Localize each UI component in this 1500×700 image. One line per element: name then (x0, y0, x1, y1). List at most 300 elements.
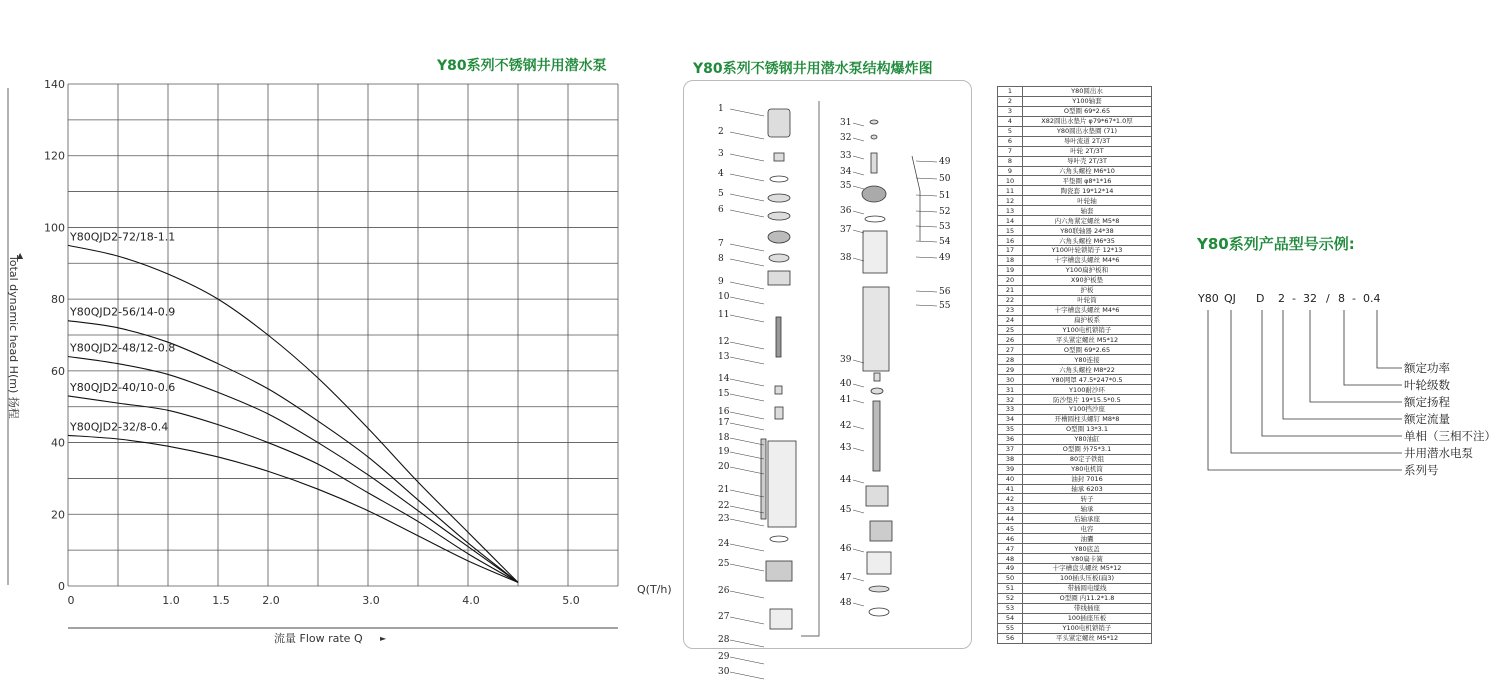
diagram-number: 50 (939, 174, 951, 184)
diagram-number: 11 (718, 310, 730, 320)
chart-grid (68, 84, 618, 586)
part-coupling-shape (775, 386, 782, 394)
model-code-part: Y80 (1198, 292, 1219, 305)
parts-row (998, 305, 1152, 315)
part-number: 2 (998, 96, 1023, 106)
part-number: 35 (998, 424, 1023, 434)
leader-line (730, 564, 764, 571)
leader-line (853, 156, 864, 159)
part-number: 39 (998, 464, 1023, 474)
part-inlet-shape (766, 561, 792, 581)
parts-row (998, 216, 1152, 226)
part-name: Y80油缸 (1023, 434, 1152, 444)
leader-line (730, 194, 764, 201)
x-tick-label: 3.0 (362, 594, 380, 607)
diagram-number: 24 (718, 539, 730, 549)
parts-table (997, 86, 1152, 644)
model-description: 系列号 (1404, 463, 1439, 477)
part-number: 43 (998, 504, 1023, 514)
parts-row (998, 156, 1152, 166)
diagram-number: 48 (840, 598, 852, 608)
leader-line (853, 186, 864, 189)
model-description: 单相（三相不注） (1404, 429, 1496, 443)
leader-line (853, 448, 864, 451)
diagram-number: 43 (840, 443, 852, 453)
part-number: 37 (998, 444, 1023, 454)
diagram-number: 40 (840, 379, 852, 389)
leader-line (730, 154, 764, 161)
parts-row (998, 464, 1152, 474)
part-name: Y100轴套 (1023, 96, 1152, 106)
part-name: 带插圆电缆线 (1023, 583, 1152, 593)
model-code-part: D (1256, 292, 1265, 305)
part-name: 十字槽盘头螺丝 M5*12 (1023, 564, 1152, 574)
diagram-number: 2 (718, 127, 724, 137)
part-number: 32 (998, 395, 1023, 405)
leader-line (730, 519, 764, 526)
parts-row (998, 325, 1152, 335)
part-name: X90护板垫 (1023, 275, 1152, 285)
part-bearing-seat-shape (866, 486, 888, 506)
diagram-number: 13 (718, 352, 730, 362)
part-number: 53 (998, 603, 1023, 613)
part-number: 13 (998, 206, 1023, 216)
parts-row (998, 554, 1152, 564)
part-number: 25 (998, 325, 1023, 335)
part-stator-shape (863, 231, 887, 273)
parts-row (998, 623, 1152, 633)
part-number: 50 (998, 573, 1023, 583)
part-name: 内六角紧定螺丝 M5*8 (1023, 216, 1152, 226)
part-number: 22 (998, 295, 1023, 305)
part-number: 55 (998, 623, 1023, 633)
leader-line (730, 259, 764, 266)
part-name: 十字槽盘头螺丝 M4*6 (1023, 255, 1152, 265)
parts-row (998, 265, 1152, 275)
diagram-number: 56 (939, 287, 951, 297)
part-oring-shape (770, 176, 788, 182)
leader-line (853, 258, 864, 261)
y-tick-label: 40 (51, 436, 65, 450)
part-number: 1 (998, 87, 1023, 97)
model-code-part: 8 (1338, 292, 1345, 305)
leader-line (730, 357, 764, 364)
diagram-number: 44 (840, 475, 852, 485)
leader-line (730, 423, 764, 430)
model-description: 额定流量 (1404, 412, 1450, 426)
part-number: 21 (998, 285, 1023, 295)
leader-line (916, 241, 937, 242)
y-tick-label: 20 (51, 508, 65, 522)
parts-row (998, 504, 1152, 514)
part-name: Y100挡沙座 (1023, 405, 1152, 415)
diagram-number: 52 (939, 207, 951, 217)
part-name: 护板 (1023, 285, 1152, 295)
parts-row (998, 494, 1152, 504)
series-line (68, 435, 518, 582)
leader-line (916, 161, 937, 162)
leader-line (730, 490, 764, 497)
leader-line (853, 360, 864, 363)
leader-line (853, 230, 864, 233)
diagram-number: 1 (718, 104, 724, 114)
diagram-number: 46 (840, 544, 852, 554)
parts-row (998, 295, 1152, 305)
part-name: Y80网罩 47.5*247*0.5 (1023, 375, 1152, 385)
diagram-number: 17 (718, 418, 730, 428)
model-code-part: - (1292, 292, 1296, 305)
parts-row (998, 395, 1152, 405)
model-code-part: / (1326, 292, 1330, 305)
diagram-numbers-right (840, 118, 864, 608)
parts-row (998, 96, 1152, 106)
part-name: 轴套 (1023, 206, 1152, 216)
part-oil-seal-shape (874, 373, 880, 381)
x-tick-label: 4.0 (462, 594, 480, 607)
diagram-number: 37 (840, 225, 852, 235)
series-label: Y80QJD2-48/12-0.8 (70, 341, 176, 355)
diagram-number: 20 (718, 462, 730, 472)
diagram-number: 27 (718, 612, 730, 622)
diagram-number: 16 (718, 407, 730, 417)
diagram-number: 33 (840, 151, 852, 161)
parts-row (998, 583, 1152, 593)
leader-line (730, 544, 764, 551)
part-number: 26 (998, 335, 1023, 345)
parts-row (998, 544, 1152, 554)
part-name: O型圈 69*2.65 (1023, 106, 1152, 116)
parts-row (998, 335, 1152, 345)
parts-row (998, 345, 1152, 355)
leader-line (853, 138, 864, 141)
parts-row (998, 116, 1152, 126)
parts-row (998, 613, 1152, 623)
diagram-number: 3 (718, 149, 724, 159)
part-name: 平头紧定螺丝 M5*12 (1023, 633, 1152, 643)
part-name: Y100电机锁销子 (1023, 623, 1152, 633)
part-number: 48 (998, 554, 1023, 564)
part-impeller-shape (768, 231, 790, 243)
part-name: 轴承 6203 (1023, 484, 1152, 494)
part-name: 六角头螺栓 M8*22 (1023, 365, 1152, 375)
part-name: 平头紧定螺丝 M5*12 (1023, 335, 1152, 345)
leader-line (730, 244, 764, 251)
part-number: 15 (998, 226, 1023, 236)
parts-row (998, 106, 1152, 116)
y-tick-label: 100 (44, 221, 65, 235)
diagram-number: 34 (840, 167, 852, 177)
leader-line (730, 617, 764, 624)
parts-row (998, 375, 1152, 385)
diagram-number: 55 (939, 301, 951, 311)
diagram-number: 53 (939, 222, 951, 232)
diagram-number: 28 (718, 635, 730, 645)
part-number: 40 (998, 474, 1023, 484)
diagram-numbers-left (718, 104, 764, 679)
part-name: 转子 (1023, 494, 1152, 504)
parts-row (998, 196, 1152, 206)
part-motor-tube-shape (863, 287, 889, 371)
y-arrow-icon: ▲ (17, 251, 24, 260)
part-number: 52 (998, 593, 1023, 603)
series-label: Y80QJD2-72/18-1.1 (70, 230, 176, 244)
model-leader-line (1344, 310, 1402, 385)
part-number: 17 (998, 246, 1023, 256)
model-description: 额定扬程 (1404, 395, 1450, 409)
leader-line (853, 480, 864, 483)
leader-line (730, 452, 764, 459)
leader-line (730, 342, 764, 349)
part-circlip-shape (869, 608, 889, 616)
part-name: Y100电机锁销子 (1023, 325, 1152, 335)
part-number: 9 (998, 166, 1023, 176)
y-tick-label: 0 (58, 580, 65, 593)
leader-line (730, 379, 764, 386)
part-number: 12 (998, 196, 1023, 206)
diagram-number: 15 (718, 389, 730, 399)
part-number: 3 (998, 106, 1023, 116)
diagram-number: 8 (718, 254, 724, 264)
part-name: 平垫圈 φ8*1*16 (1023, 176, 1152, 186)
part-number: 46 (998, 534, 1023, 544)
diagram-number: 35 (840, 181, 852, 191)
parts-row (998, 534, 1152, 544)
chart-curves (68, 245, 518, 582)
part-oring3-shape (865, 216, 885, 222)
diagram-number: 14 (718, 374, 730, 384)
x-tick-label: 0 (67, 594, 75, 607)
x-unit-label: Q(T/h) (637, 583, 672, 596)
leader-line (853, 603, 864, 606)
diagram-number: 9 (718, 277, 724, 287)
part-name: 轴承 (1023, 504, 1152, 514)
diagram-number: 29 (718, 652, 730, 662)
parts-row (998, 633, 1152, 643)
y-tick-label: 140 (44, 78, 65, 91)
diagram-number: 6 (718, 205, 724, 215)
series-line (68, 245, 518, 582)
part-number: 8 (998, 156, 1023, 166)
leader-line (730, 506, 764, 513)
x-arrow-icon: ► (380, 634, 387, 643)
diagram-title: Y80系列不锈钢井用潜水泵结构爆炸图 (693, 61, 933, 77)
diagram-number: 18 (718, 433, 730, 443)
leader-line (916, 195, 937, 196)
diagram-number: 26 (718, 586, 730, 596)
part-sand-ring-shape (870, 120, 878, 124)
chart-series-labels (69, 230, 175, 433)
x-tick-label: 1.5 (212, 594, 230, 607)
parts-row (998, 474, 1152, 484)
leader-line (853, 123, 864, 126)
leader-line (853, 211, 864, 214)
parts-row (998, 434, 1152, 444)
part-name: Y80连接 (1023, 355, 1152, 365)
part-name: 扁护板系 (1023, 315, 1152, 325)
part-name: X82圆出水垫片 φ79*67*1.0厚 (1023, 116, 1152, 126)
part-number: 47 (998, 544, 1023, 554)
x-tick-label: 5.0 (562, 594, 580, 607)
part-number: 11 (998, 186, 1023, 196)
model-leader-line (1283, 310, 1402, 419)
model-description: 叶轮级数 (1404, 378, 1450, 392)
model-leader-line (1208, 310, 1402, 470)
part-name: O型圈 13*3.1 (1023, 424, 1152, 434)
parts-row (998, 186, 1152, 196)
part-name: 导叶壳 2T/3T (1023, 156, 1152, 166)
part-number: 41 (998, 484, 1023, 494)
part-number: 18 (998, 255, 1023, 265)
leader-line (916, 257, 937, 258)
leader-line (730, 174, 764, 181)
part-name: 开槽圆柱头螺钉 M8*8 (1023, 414, 1152, 424)
part-number: 45 (998, 524, 1023, 534)
leader-line (916, 305, 937, 306)
parts-row (998, 424, 1152, 434)
leader-line (853, 510, 864, 513)
diagram-number: 32 (840, 133, 852, 143)
part-outlet-shape (768, 109, 790, 137)
assembly-line (801, 101, 819, 636)
leader-line (730, 210, 764, 217)
diagram-number: 21 (718, 485, 730, 495)
leader-line (853, 426, 864, 429)
part-washer-shape (768, 212, 790, 220)
parts-row (998, 285, 1152, 295)
x-axis-label: 流量 Flow rate Q (274, 632, 363, 645)
parts-row (998, 564, 1152, 574)
x-tick-label: 2.0 (262, 594, 280, 607)
part-number: 33 (998, 405, 1023, 415)
part-rotor-shape (873, 401, 880, 471)
part-number: 20 (998, 275, 1023, 285)
model-code-part: - (1352, 292, 1356, 305)
part-diffuser-shape (768, 271, 790, 285)
leader-line (730, 672, 764, 679)
leader-line (916, 211, 937, 212)
part-name: 100插座压板 (1023, 613, 1152, 623)
part-name: 六角头螺栓 M6*10 (1023, 166, 1152, 176)
part-number: 42 (998, 494, 1023, 504)
part-number: 44 (998, 514, 1023, 524)
leader-line (730, 657, 764, 664)
part-oil-tank-shape (862, 186, 886, 202)
leader-line (730, 297, 764, 304)
part-impeller2-shape (769, 254, 789, 262)
model-leader-lines (1195, 300, 1415, 480)
leader-line (853, 549, 864, 552)
parts-row (998, 126, 1152, 136)
leader-line (730, 438, 764, 445)
leader-line (853, 384, 864, 387)
diagram-number: 49 (939, 253, 951, 263)
diagram-number: 39 (840, 355, 852, 365)
part-shaft-shape (776, 317, 781, 357)
parts-row (998, 484, 1152, 494)
leader-line (853, 172, 864, 175)
diagram-number: 10 (718, 292, 730, 302)
part-screen-shape (770, 609, 792, 629)
part-number: 23 (998, 305, 1023, 315)
part-bottom-cover-shape (869, 586, 889, 592)
diagram-number: 31 (840, 118, 852, 128)
y-tick-label: 60 (51, 364, 65, 378)
leader-line (916, 178, 937, 179)
part-number: 49 (998, 564, 1023, 574)
part-name: O型圈 69*2.65 (1023, 345, 1152, 355)
leader-line (853, 578, 864, 581)
parts-row (998, 414, 1152, 424)
part-number: 24 (998, 315, 1023, 325)
part-name: Y100扁护板和 (1023, 265, 1152, 275)
part-number: 36 (998, 434, 1023, 444)
leader-line (730, 412, 764, 419)
parts-row (998, 226, 1152, 236)
part-name: 防沙垫片 19*15.5*0.5 (1023, 395, 1152, 405)
diagram-number: 22 (718, 501, 730, 511)
diagram-number: 47 (840, 573, 852, 583)
model-leader-line (1377, 310, 1402, 368)
series-label: Y80QJD2-56/14-0.9 (70, 305, 176, 319)
part-guard-shape (761, 439, 766, 519)
part-pump-body-shape (768, 441, 796, 527)
diagram-number: 41 (840, 395, 852, 405)
parts-row (998, 514, 1152, 524)
part-name: 后轴承座 (1023, 514, 1152, 524)
part-name: Y100叶轮锁销子 12*13 (1023, 246, 1152, 256)
part-name: Y80电机筒 (1023, 464, 1152, 474)
parts-row (998, 166, 1152, 176)
x-tick-label: 1.0 (162, 594, 180, 607)
part-name: O型圈 内11.2*1.8 (1023, 593, 1152, 603)
part-number: 28 (998, 355, 1023, 365)
part-name: Y80圆出水 (1023, 87, 1152, 97)
part-number: 7 (998, 146, 1023, 156)
parts-row (998, 146, 1152, 156)
part-number: 27 (998, 345, 1023, 355)
parts-row (998, 87, 1152, 97)
part-number: 29 (998, 365, 1023, 375)
diagram-number: 12 (718, 337, 730, 347)
part-name: Y80圆出水垫圈 (71) (1023, 126, 1152, 136)
part-number: 4 (998, 116, 1023, 126)
parts-row (998, 385, 1152, 395)
parts-row (998, 573, 1152, 583)
part-name: 叶轮筒 (1023, 295, 1152, 305)
model-code-part: 0.4 (1363, 292, 1381, 305)
diagram-number: 5 (718, 189, 724, 199)
part-name: Y100耐沙环 (1023, 385, 1152, 395)
part-number: 5 (998, 126, 1023, 136)
part-name: 电容 (1023, 524, 1152, 534)
part-name: 叶轮 2T/3T (1023, 146, 1152, 156)
parts-row (998, 365, 1152, 375)
diagram-number: 54 (939, 237, 951, 247)
part-number: 16 (998, 236, 1023, 246)
diagram-number: 51 (939, 191, 951, 201)
part-name: 带线插座 (1023, 603, 1152, 613)
parts-row (998, 136, 1152, 146)
part-number: 31 (998, 385, 1023, 395)
model-description: 额定功率 (1404, 361, 1450, 375)
part-name: 叶轮轴 (1023, 196, 1152, 206)
part-number: 19 (998, 265, 1023, 275)
model-code-part: QJ (1224, 292, 1236, 305)
part-sand-seat-shape (871, 153, 877, 173)
model-example-title: Y80系列产品型号示例: (1197, 235, 1355, 253)
model-code-part: 2 (1278, 292, 1285, 305)
part-name: Y80底盖 (1023, 544, 1152, 554)
